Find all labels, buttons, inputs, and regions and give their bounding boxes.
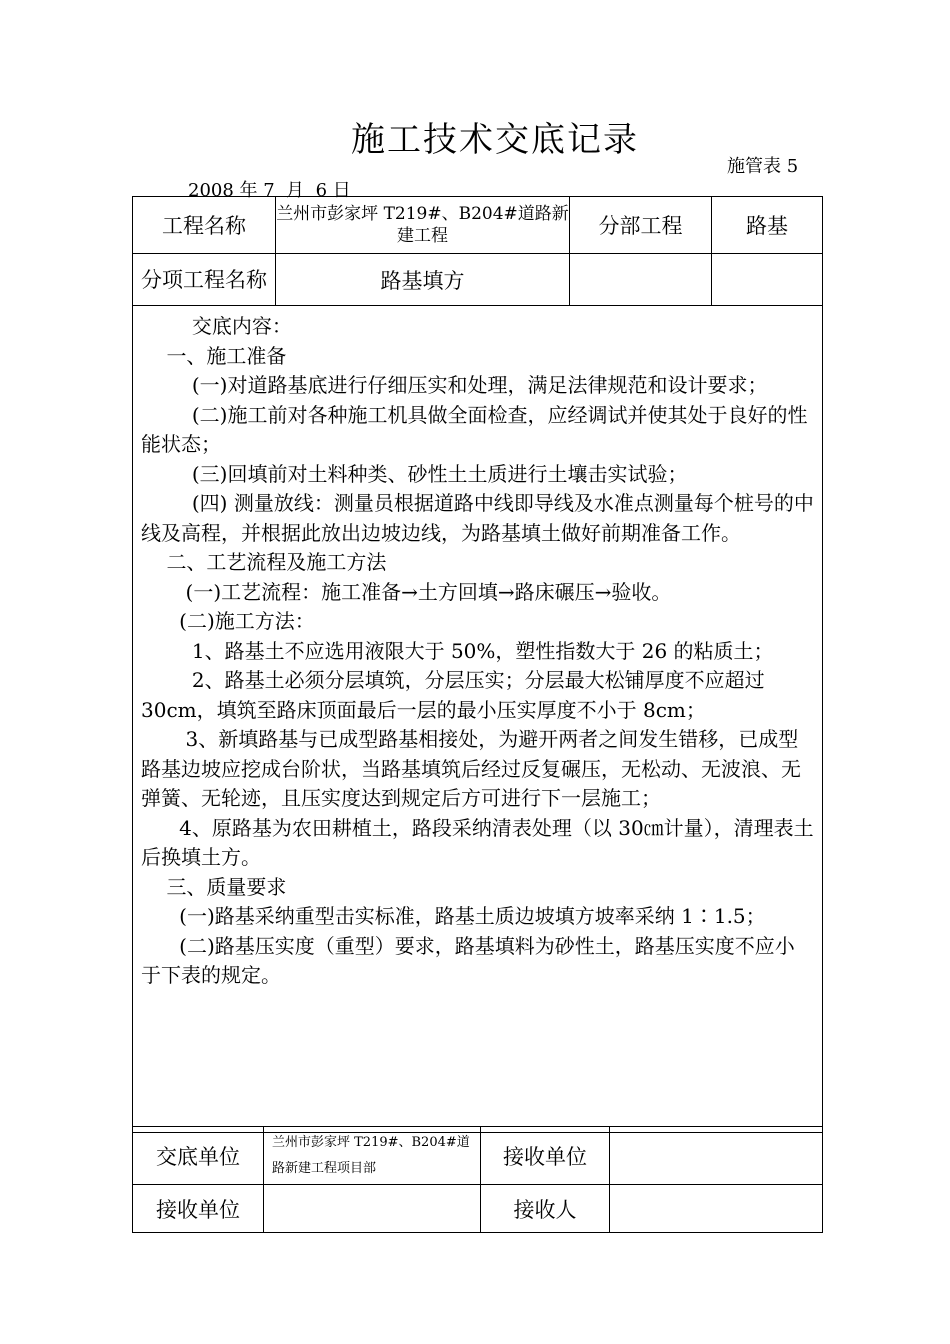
receiver-person-value[interactable] (610, 1185, 823, 1233)
record-table (132, 196, 823, 1133)
item-label: 分项工程名称 (133, 254, 276, 306)
receiver-person-label: 接收人 (481, 1185, 610, 1233)
content-paragraph: (三)回填前对土料种类、砂性土土质进行土壤击实试验； (141, 461, 688, 486)
content-paragraph: 三、质量要求 (141, 874, 287, 899)
receiver-unit-label-2: 接收单位 (133, 1185, 264, 1233)
content-paragraph: 3、新填路基与已成型路基相接处，为避开两者之间发生错移，已成型路基边坡应挖成台阶状，当路基填筑后经过反复碾压，无松动、无波浪、无弹簧、无轮迹，且压实度达到规定后方可进行下一层施工； (141, 727, 801, 810)
content-paragraph: 1、路基土不应选用液限大于 50%，塑性指数大于 26 的粘质土； (141, 638, 774, 663)
form-number: 施管表 5 (727, 156, 799, 177)
content-paragraph: (一)对道路基底进行仔细压实和处理，满足法律规范和设计要求； (141, 373, 768, 397)
content-paragraph: (二)施工前对各种施工机具做全面检查，应经调试并使其处于良好的性能状态； (141, 402, 808, 456)
issuer-label: 交底单位 (133, 1127, 264, 1185)
content-paragraph: 一、施工准备 (141, 343, 287, 368)
content-paragraph: 4、原路基为农田耕植土，路段采纳清表处理（以 30㎝计量），清理表土后换填土方。 (141, 815, 814, 869)
content-paragraph: (四) 测量放线：测量员根据道路中线即导线及水准点测量每个桩号的中线及高程，并根据此放出边坡边线，为路基填土做好前期准备工作。 (141, 491, 814, 545)
receiver-unit-label: 接收单位 (481, 1127, 610, 1185)
project-name-label: 工程名称 (133, 197, 276, 254)
content-paragraph: (一)工艺流程：施工准备→土方回填→路床碾压→验收。 (141, 579, 672, 604)
division-value: 路基 (712, 197, 823, 254)
content-paragraph: (一)路基采纳重型击实标准，路基土质边坡填方坡率采纳 1∶1.5； (141, 904, 766, 928)
empty-cell (570, 254, 712, 306)
content-lines (141, 312, 814, 991)
item-value: 路基填方 (276, 254, 570, 306)
content-paragraph: 交底内容： (141, 314, 292, 338)
project-name-value: 兰州市彭家坪 T219#、B204#道路新建工程 (276, 197, 570, 254)
content-paragraph: 2、路基土必须分层填筑，分层压实；分层最大松铺厚度不应超过 30cm，填筑至路床顶面最后一层的最小压实厚度不小于 8cm； (141, 668, 771, 722)
division-label: 分部工程 (570, 197, 712, 254)
disclosure-content (133, 306, 823, 1133)
content-paragraph: (二)施工方法： (141, 609, 315, 633)
signature-table (132, 1126, 823, 1233)
receiver-unit-value[interactable] (610, 1127, 823, 1185)
record-date: 2008 年 7 月 6 日 (188, 180, 351, 201)
content-paragraph: (二)路基压实度（重型）要求，路基填料为砂性土，路基压实度不应小于下表的规定。 (141, 933, 795, 987)
empty-cell (712, 254, 823, 306)
page-title: 施工技术交底记录 (351, 120, 639, 160)
issuer-value: 兰州市彭家坪 T219#、B204#道路新建工程项目部 (264, 1127, 481, 1185)
content-paragraph: 二、工艺流程及施工方法 (141, 550, 387, 574)
receiver-unit-value-2[interactable] (264, 1185, 481, 1233)
